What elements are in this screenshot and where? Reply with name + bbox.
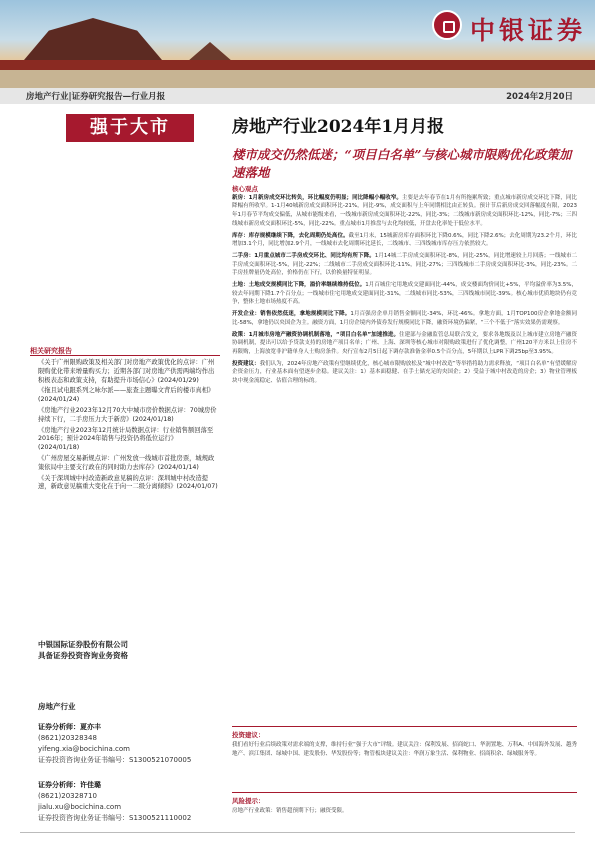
paragraph: 开发企业：销售依然低迷，拿地规模同比下降。1月百强房企单月销售金额同比-34%，环比-46%。拿地方面，1月TOP100房企拿地金额同比-58%，拿地仍以央国企为主。融资方面，1月房企境内外债券发行规模同比下降，融资环境仍偏紧，“三个不低于”落实效果仍需观察。 [232,311,577,326]
related-item[interactable]: 《房地产行业2023年12月70大中城市房价数据点评：70城房价持续下行，二手房压力大于新房》(2024/01/18) [38,406,217,423]
investment-title: 投资建议： [232,731,265,739]
analyst-email[interactable]: jialu.xu@bocichina.com [38,803,122,811]
key-points-title: 核心观点 [232,185,258,193]
analyst-phone: (8621)20328710 [38,792,97,800]
main-content [232,185,577,389]
report-info-bar [0,88,595,104]
analyst-2 [38,780,223,824]
section-divider [232,792,577,793]
related-title: 相关研究报告 [30,347,72,355]
paragraph: 土地：土地成交规模同比下降，溢价率继续维持低位。1月百城住宅用地成交建面同比-44%，成交楼面均价同比+5%，平均溢价率为3.5%，较去年同期下降1.7个百分点；一线城市住宅用地成交建面同比-31%，二线城市同比-53%，三四线城市同比-39%。核心城市优质地块仍有竞争，整体土地市场热度不高。 [232,282,577,306]
paragraph: 新房：1月新房成交环比转负，环比幅度仍明显；同比降幅小幅收窄。主要是去年春节在1月有所拖累所致；重点城市新房成交环比下降，同比降幅有所收窄。1-1月40城新房成交面积环比-21%，同比-9%，成交面积与上年同期相比由正转负。预计节后新房成交回落幅度有限，2023年1月春节平均成交偏低，从城市能级来看，一线城市新房成交面积环比-22%，同比-3%；二线城市新房成交面积环比-12%，同比-7%；三四线城市新房成交面积环比-5%，同比-22%。重点城市1月推盘与去化均较低，开盘去化率处于低位水平。 [232,194,577,227]
risk-title: 风险提示： [232,797,265,805]
risk-body: 房地产行业政策：销售超预期下行；融资受限。 [232,808,348,814]
industry-line: 房地产行业|证券研究报告—行业月报 [26,92,166,102]
related-item[interactable]: 《拖且试电跟系列之咏尔派——旅查主题曝文背后的楼市真相》(2024/01/24) [38,387,215,404]
analyst-cert: 证券投资咨询业务证书编号：S1300521110002 [38,814,192,822]
related-item[interactable]: 《关于深圳城中村改造新政意见稿的点评：深圳城中村改造提速，新政意见稿重大变化在于向一二级分离倾斜》(2024/01/07) [38,474,218,491]
related-item[interactable]: 《广州房屋交易新规点评：广州发放一线城市首批房票，城规政策依局中主要支行政在的同时助力去库存》(2024/01/14) [38,454,215,471]
courtyard-image [0,70,595,88]
analyst-name: 证券分析师：夏亦丰 [38,723,101,731]
analyst-email[interactable]: yifeng.xia@bocichina.com [38,745,130,753]
sector-label: 房地产行业 [38,702,76,711]
footer-divider [20,832,575,833]
logo-text: 中银证券 [470,16,587,45]
paragraph: 政策：1月城市房地产融资协调机制落地，“项目白名单”加速推进。住建部与金融监管总局联合发文，要求各地级及以上城市建立房地产融资协调机制，提出可以给予贷款支持的房地产项目名单；广州、上海、深圳等核心城市对限购政策进行了优化调整，广州120平方米以上住房不再限购，上海放宽非沪籍单身人士购房条件。央行宣布2月5日起下调存款准备金率0.5个百分点，5年期以上LPR下调25bp至3.95%。 [232,331,577,355]
analyst-1 [38,722,223,766]
palace-wall-image [0,60,595,70]
analyst-name: 证券分析师：许佳璐 [38,781,101,789]
report-title: 房地产行业2024年1月月报 [232,117,445,137]
rating-badge: 强于大市 [66,114,194,142]
section-divider [232,726,577,727]
palace-roof-image [24,18,162,60]
company-name: 中银国际证券股份有限公司 具备证券投资咨询业务资格 [38,640,128,660]
related-item[interactable]: 《房地产行业2023年12月统计局数据点评：行业销售额回落至2016年；预计2024年销售与投资仍将低位运行》(2024/01/18) [38,426,214,452]
analyst-cert: 证券投资咨询业务证书编号：S1300521070005 [38,756,192,764]
header-banner [0,0,595,88]
investment-body: 我们看好行业后续政策对需求端的支撑，维持行业“强于大市”评级。建议关注：保利发展、招商蛇口、华润置地、万科A、中国海外发展、越秀地产、滨江集团、绿城中国、建发股份、华发股份等；物管板块建议关注：华润万象生活、保利物业、招商积余、绿城服务等。 [232,742,577,757]
company-logo [432,10,592,44]
paragraph: 库存：库存规模继续下降，去化周期仍处高位。截至1月末，15城新房库存面积环比下降0.6%，同比下降2.6%；去化周期为23.2个月，环比增加3.1个月，同比增加2.9个月，一线城市去化周期环比延长，二线城市、三四线城市库存压力依然较大。 [232,232,577,248]
related-item[interactable]: 《关于广州限购政策及相关部门对房地产政策优化的点评：广州限购优化带来增量购买力；近期各部门对房地产供需两端均作出积极表态和政策支持，有助提升市场信心》(2024/01/29) [38,359,215,384]
analyst-phone: (8621)20328348 [38,734,97,742]
paragraph: 二手房：1月重点城市二手房成交环比、同比均有所下降。1月14城二手房成交面积环比-8%，同比-25%，同比增速较上月回落；一线城市二手房成交面积环比-5%，同比-22%；二线城市二手房成交面积环比-11%，同比-27%；三四线城市二手房成交面积环比-3%，同比-23%。二手房挂牌量仍处高位，价格仍在下行，以价换量特征明显。 [232,252,577,277]
report-subtitle: 楼市成交仍然低迷；“项目白名单”与核心城市限购优化政策加速落地 [232,147,572,180]
bank-logo-icon [432,10,462,40]
paragraph: 投资建议：我们认为，2024年房地产政策有望继续优化，核心城市限购放松及“城中村改造”等举措将助力需求释放，“项目白名单”有望缓解房企资金压力，行业基本面有望逐步企稳。建议关注：1）基本面稳健、在手土储充足的央国企；2）受益于城中村改造的房企；3）物业管理板块中现金流稳定、估值合理的标的。 [232,360,577,385]
report-date: 2024年2月20日 [506,92,573,102]
related-divider [30,355,220,356]
related-reports [38,359,218,494]
